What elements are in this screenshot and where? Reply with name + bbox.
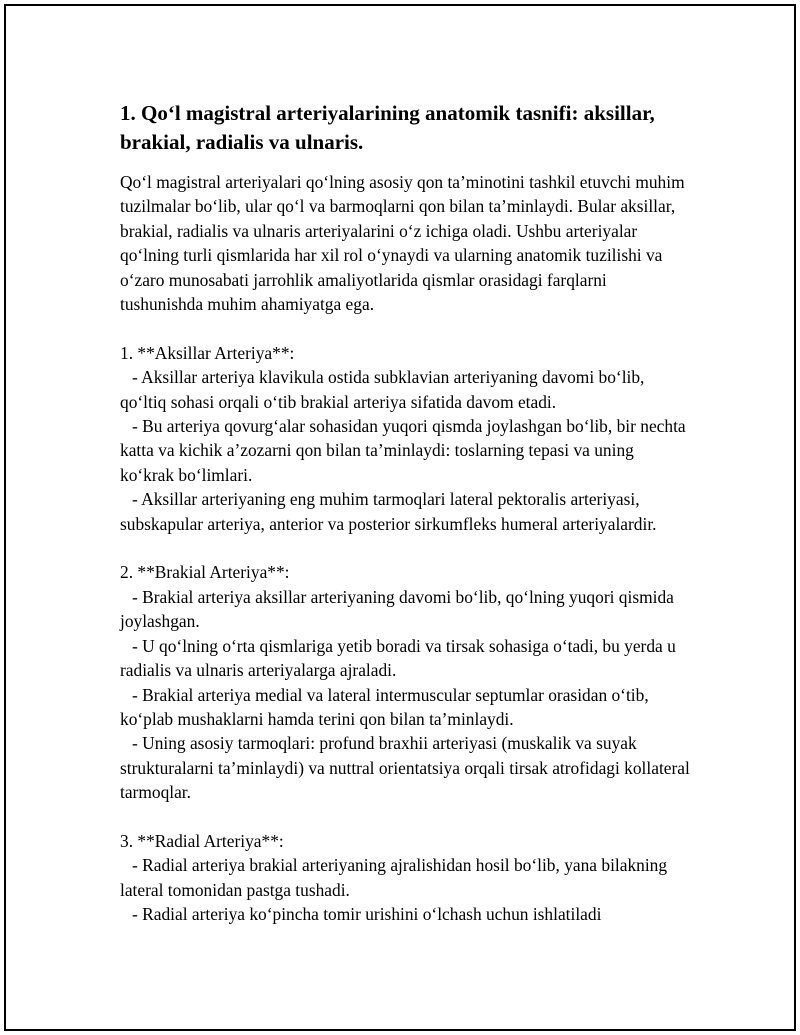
document-content [120,99,690,927]
section-heading-aksillar: 1. **Aksillar Arteriya**: [120,342,295,363]
spacer [120,316,690,340]
list-item: - Brakial arteriya aksillar arteriyaning davomi bo‘lib, qo‘lning yuqori qismida joylashgan. [120,586,674,632]
list-item: - U qo‘lning o‘rta qismlariga yetib boradi va tirsak sohasiga o‘tadi, bu yerda u radialis va ulnaris arteriyalarga ajraladi. [120,635,676,681]
section-heading-brakial: 2. **Brakial Arteriya**: [120,562,290,583]
list-item: - Bu arteriya qovurg‘alar sohasidan yuqori qismda joylashgan bo‘lib, bir nechta katta va kichik a’zozarni qon bilan ta’minlaydi: toslarning tepasi va uning ko‘krak bo‘limlari. [120,416,686,485]
spacer [120,536,690,560]
document-title: 1. Qo‘l magistral arteriyalarining anatomik tasnifi: aksillar, brakial, radialis va ulnaris. [120,101,655,154]
spacer [120,805,690,829]
list-item: - Uning asosiy tarmoqlari: profund braxhii arteriyasi (muskalik va suyak strukturalarni ta’minlaydi) va nuttral orientatsiya orqali tirsak atrofidagi kollateral tarmoqlar. [120,733,690,803]
list-item: - Aksillar arteriya klavikula ostida subklavian arteriyaning davomi bo‘lib, qo‘ltiq sohasi orqali o‘tib brakial arteriya sifatida davom etadi. [120,367,645,412]
list-item: - Radial arteriya brakial arteriyaning ajralishidan hosil bo‘lib, yana bilakning lateral tomonidan pastga tushadi. [120,855,668,900]
list-item: - Radial arteriya ko‘pincha tomir urishini o‘lchash uchun ishlatiladi [132,904,602,925]
intro-paragraph: Qo‘l magistral arteriyalari qo‘lning asosiy qon ta’minotini tashkil etuvchi muhim tuzilmalar bo‘lib, ular qo‘l va barmoqlarni qon bilan ta’minlaydi. Bular aksillar, brakial, radialis va ulnaris arteriyalarini o‘z ichiga oladi. Ushbu arteriyalar qo‘lning turli qismlarida har xil rol o‘ynaydi va ularning anatomik tuzilishi va o‘zaro munosabati jarrohlik amaliyotlarida qismlar orasidagi farqlarni tushunishda muhim ahamiyatga ega. [120,172,685,315]
document-page [4,4,796,1031]
section-heading-radial: 3. **Radial Arteriya**: [120,830,284,851]
list-item: - Aksillar arteriyaning eng muhim tarmoqlari lateral pektoralis arteriyasi, subskapular arteriya, anterior va posterior sirkumfleks humeral arteriyalardir. [120,489,657,534]
list-item: - Brakial arteriya medial va lateral intermuscular septumlar orasidan o‘tib, ko‘plab mushaklarni hamda terini qon bilan ta’minlaydi. [120,684,649,729]
